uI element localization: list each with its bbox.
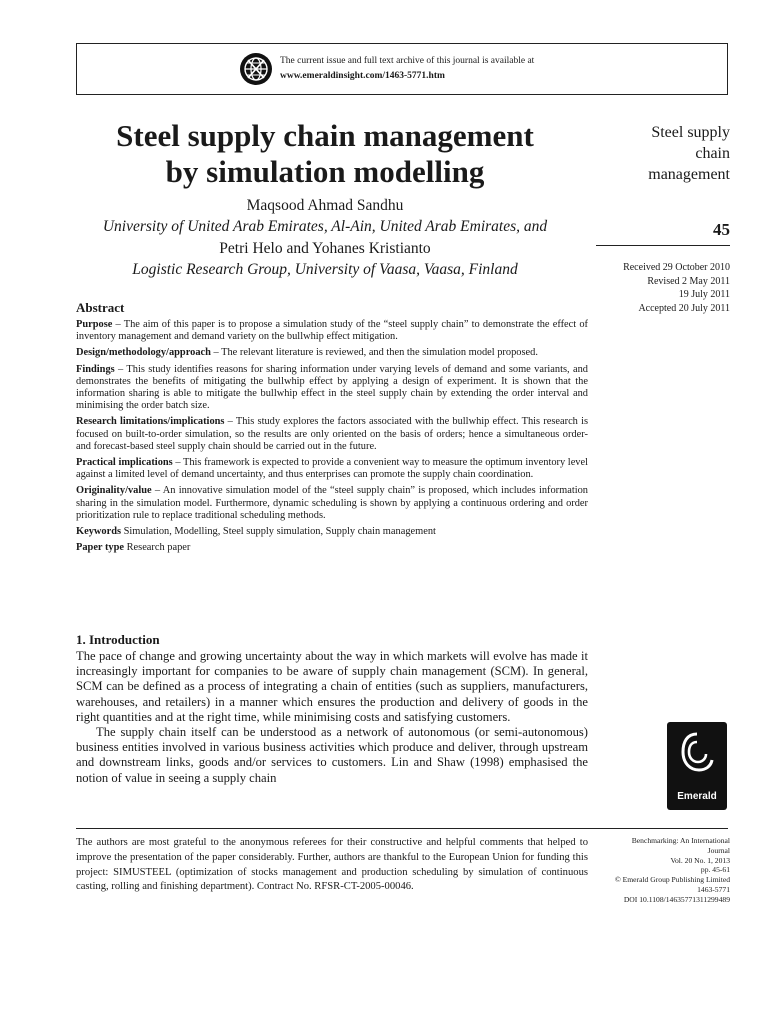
journal-info-line: pp. 45-61 — [700, 865, 730, 875]
accepted-date: Accepted 20 July 2011 — [638, 302, 730, 314]
abstract-design — [76, 347, 588, 359]
running-head-line: management — [648, 166, 730, 183]
abstract-paper-type — [76, 542, 588, 554]
abstract-limitations — [76, 416, 588, 453]
emerald-logo — [667, 722, 727, 810]
section-text: Research paper — [124, 542, 191, 554]
journal-info-line: Vol. 20 No. 1, 2013 — [670, 855, 730, 865]
doi-link[interactable]: DOI 10.1108/14635771311299489 — [623, 894, 730, 904]
section-label: Design/methodology/approach — [76, 347, 211, 359]
section-label: Originality/value — [76, 485, 152, 497]
notice-line: The current issue and full text archive of this journal is available at — [280, 56, 535, 66]
section-text: – The relevant literature is reviewed, and then the simulation model proposed. — [210, 347, 538, 359]
title-line-2: by simulation modelling — [165, 154, 485, 189]
journal-info-line: Benchmarking: An International — [631, 836, 730, 845]
author-2: Petri Helo and Yohanes Kristianto — [219, 240, 431, 257]
journal-citation-info — [596, 836, 730, 905]
abstract-keywords — [76, 526, 588, 538]
journal-availability-notice — [76, 43, 728, 95]
journal-info-line: Journal — [707, 845, 730, 855]
abstract-originality — [76, 485, 588, 522]
section-label: Findings — [76, 363, 115, 375]
abstract-body — [76, 319, 588, 558]
emerald-globe-icon — [239, 52, 273, 86]
section-label: Keywords — [76, 526, 122, 538]
emerald-logo-label: Emerald — [677, 791, 717, 802]
journal-url-link[interactable]: www.emeraldinsight.com/1463-5771.htm — [280, 71, 445, 81]
abstract-practical — [76, 457, 588, 481]
received-date: Received 29 October 2010 — [623, 262, 730, 273]
abstract-findings — [76, 364, 588, 413]
acknowledgement-footnote: The authors are most grateful to the anonymous referees for their constructive and helpful comments that helped to improve the presentation of the paper considerably. Further, authors are thankful to the European Union for funding this project: SIMUSTEEL (optimization of stocks management and production scheduling by simulation of continuous casting, rolling and finishing department). Contract No. RFSR-CT-2005-00046. — [76, 837, 588, 893]
section-label: Purpose — [76, 319, 113, 330]
running-head-line: chain — [695, 145, 730, 162]
revised-date: Revised 2 May 2011 — [647, 275, 730, 287]
paragraph: The pace of change and growing uncertainty about the way in which markets will evolve has made it increasingly important for companies to be aware of supply chain management (SCM). In general, SCM can be defined as a process of integrating a chain of entities (such as suppliers, manufacturers, warehouses, and retailers) in a manner which ensures the production and delivery of goods in the right quantities and at the right time, while minimising costs and satisfying customers. — [76, 649, 588, 724]
paragraph: The supply chain itself can be understood as a network of autonomous (or semi-autonomous) business entities involved in various business activities which produce and deliver, through upstream and downstream links, goods and/or services to customers. Lin and Shaw (1998) emphasised the notion of value in seeing a supply chain — [76, 725, 588, 785]
section-text: – The aim of this paper is to propose a simulation study of the “steel supply chain” to demonstrate the effect of inventory management and demand variety on the bullwhip effect mitigation. — [76, 319, 588, 343]
affiliation-1: University of United Arab Emirates, Al-Ain, United Arab Emirates, and — [102, 218, 548, 235]
section-label: Research limitations/implications — [76, 416, 225, 428]
introduction-heading: 1. Introduction — [76, 632, 160, 647]
section-text: – This framework is expected to provide a convenient way to measure the optimum inventory level against a limited level of demand uncertainty, and thus enterprises can promote the supply chain coordination. — [76, 457, 589, 481]
abstract-purpose — [76, 319, 588, 343]
paper-title — [76, 118, 574, 190]
journal-info-line: © Emerald Group Publishing Limited — [614, 875, 730, 885]
abstract-heading: Abstract — [76, 300, 125, 315]
margin-divider — [596, 245, 730, 246]
running-head-line: Steel supply — [651, 124, 730, 141]
footnote-divider — [76, 828, 728, 829]
author-1: Maqsood Ahmad Sandhu — [246, 197, 404, 214]
section-text: Simulation, Modelling, Steel supply simulation, Supply chain management — [121, 526, 436, 538]
journal-info-line: 1463-5771 — [697, 884, 730, 894]
section-text: – This study explores the factors associated with the bullwhip effect. This research is focused on built-to-order simulation, so the results are only oriented on the basis of orders; hence a simultaneous order- and forecast-based steel supply chain should be carried out in the future. — [76, 416, 588, 452]
notice-text — [280, 54, 534, 84]
section-label: Paper type — [76, 542, 125, 554]
section-text: – An innovative simulation model of the “steel supply chain” is proposed, which includes information sharing in the simulation model. Furthermore, dynamic scheduling is shown by applying a continuous ordering and order prioritization rule to replace traditional scheduling methods. — [76, 485, 588, 521]
affiliation-2: Logistic Research Group, University of Vaasa, Vaasa, Finland — [132, 261, 518, 278]
running-head — [596, 122, 730, 185]
revised-date: 19 July 2011 — [678, 289, 730, 300]
page-number: 45 — [713, 220, 730, 239]
emerald-logo-icon — [679, 730, 715, 778]
introduction-body — [76, 649, 588, 786]
section-label: Practical implications — [76, 457, 173, 469]
title-line-1: Steel supply chain management — [116, 118, 534, 153]
section-text: – This study identifies reasons for sharing information under varying levels of demand and some variants, and demonstrates the benefits of mitigating the bullwhip effect by applying a design of experiment. It is shown that the information sharing is able to mitigate the bullwhip effect in the steel supply chain by extending the order interval and minimising the order batch size. — [76, 363, 588, 412]
publication-dates — [596, 261, 730, 315]
